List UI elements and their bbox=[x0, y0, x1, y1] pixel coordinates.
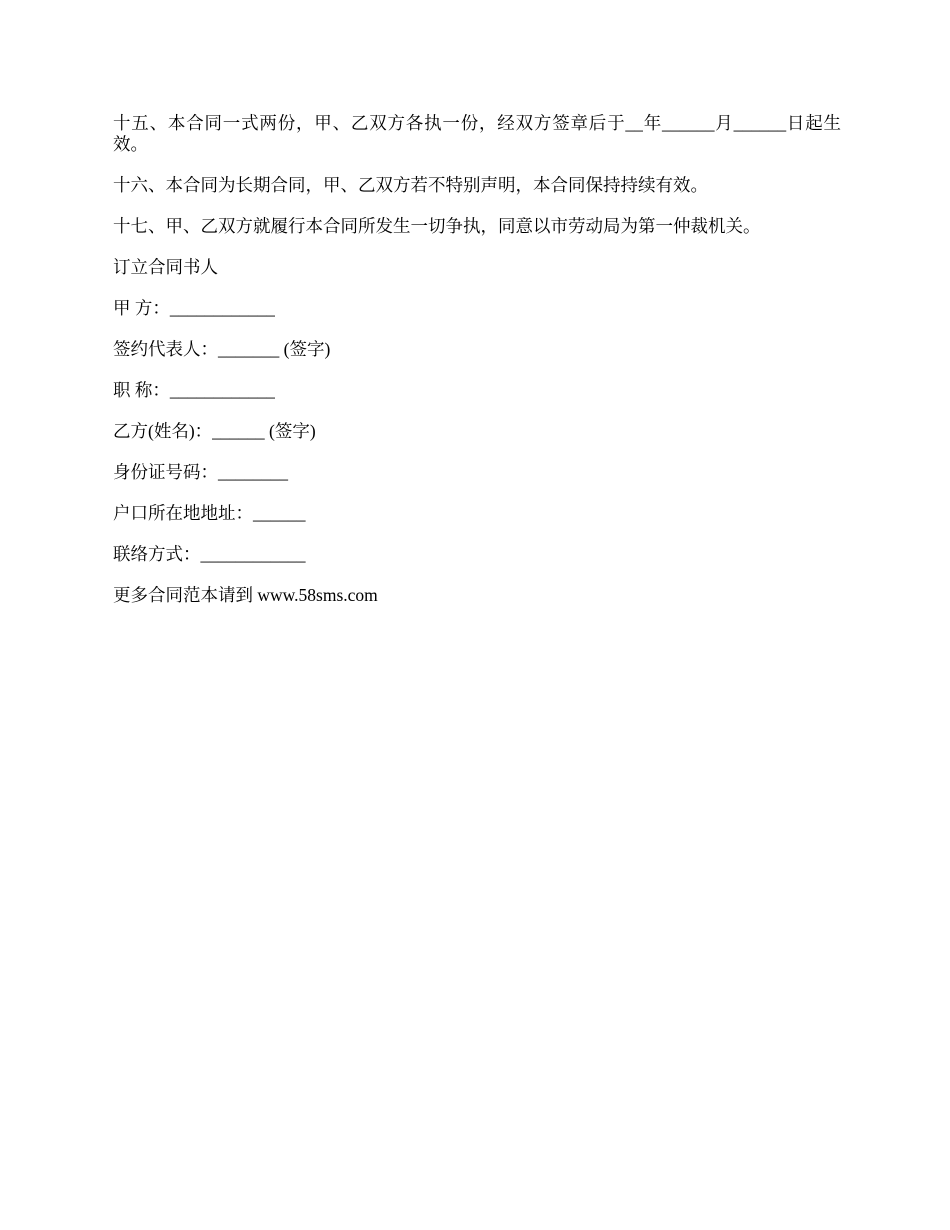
document-body bbox=[113, 113, 841, 626]
contact-field: 联络方式：____________ bbox=[113, 544, 306, 564]
party-b-name-field: 乙方(姓名)：______ (签字) bbox=[113, 421, 316, 441]
id-number-field: 身份证号码：________ bbox=[113, 462, 288, 482]
footer-link-text: 更多合同范本请到 www.58sms.com bbox=[113, 585, 378, 605]
household-address-field: 户口所在地地址：______ bbox=[113, 503, 306, 523]
job-title-field: 职 称：____________ bbox=[113, 380, 275, 400]
signatories-heading: 订立合同书人 bbox=[113, 257, 218, 277]
party-a-field: 甲 方：____________ bbox=[113, 298, 275, 318]
representative-field: 签约代表人：_______ (签字) bbox=[113, 339, 331, 359]
clause-15: 十五、本合同一式两份，甲、乙双方各执一份，经双方签章后于__年______月______日起生效。 bbox=[113, 113, 841, 154]
clause-17: 十七、甲、乙双方就履行本合同所发生一切争执，同意以市劳动局为第一仲裁机关。 bbox=[113, 216, 761, 236]
clause-16: 十六、本合同为长期合同，甲、乙双方若不特别声明，本合同保持持续有效。 bbox=[113, 175, 708, 195]
